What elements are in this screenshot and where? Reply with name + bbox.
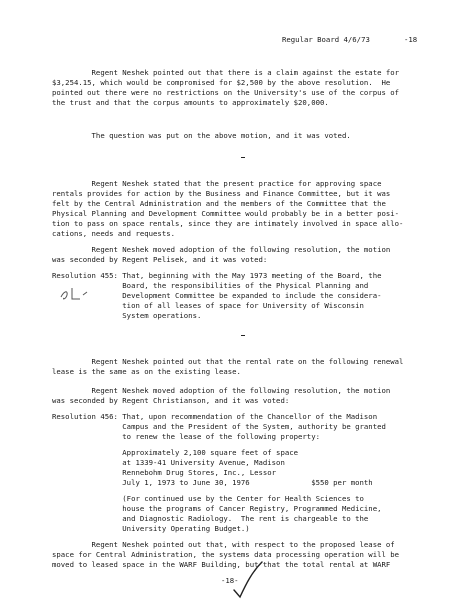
paragraph-line: cations, needs and requests.: [52, 229, 176, 238]
note-line: and Diagnostic Radiology. The rent is chargeable to the: [52, 514, 369, 523]
paragraph-line: Physical Planning and Development Committee would probably be in a better posi-: [52, 209, 400, 218]
paragraph-line: moved to leased space in the WARF Building, but that the total rental at WARF: [52, 560, 391, 569]
paragraph-line: the trust and that the corpus amounts to approximately $20,000.: [52, 98, 329, 107]
resolution-455-line: Board, the responsibilities of the Physical Planning and: [52, 281, 369, 290]
paragraph-line: was seconded by Regent Christianson, and it was voted:: [52, 396, 290, 405]
paragraph-line: lease is the same as on the existing lease.: [52, 367, 241, 376]
property-line: at 1339-41 University Avenue, Madison: [52, 458, 285, 467]
paragraph-line: felt by the Central Administration and the members of the Committee that the: [52, 199, 386, 208]
paragraph-line: Regent Neshek moved adoption of the following resolution, the motion: [52, 386, 391, 395]
property-line: Rennebohm Drug Stores, Inc., Lessor: [52, 468, 277, 477]
resolution-456-line: Campus and the President of the System, authority be granted: [52, 422, 386, 431]
paragraph-line: tion to pass on space rentals, since they are intimately involved in space allo-: [52, 219, 404, 228]
resolution-455-line: Development Committee be expanded to include the considera-: [52, 291, 382, 300]
paragraph-line: was seconded by Regent Pelisek, and it was voted:: [52, 255, 268, 264]
resolution-456-line: to renew the lease of the following property:: [52, 432, 320, 441]
footer-page-number: -18-: [221, 576, 239, 585]
paragraph-line: Regent Neshek pointed out that, with respect to the proposed lease of: [52, 540, 395, 549]
paragraph-line: The question was put on the above motion, and it was voted.: [52, 131, 351, 140]
paragraph-line: rentals provides for action by the Business and Finance Committee, but it was: [52, 189, 391, 198]
paragraph-line: Regent Neshek pointed out that there is a claim against the estate for: [52, 68, 400, 77]
handwritten-checkmark: [228, 560, 268, 604]
paragraph-line: Regent Neshek pointed out that the rental rate on the following renewal: [52, 357, 404, 366]
paragraph-line: Regent Neshek moved adoption of the following resolution, the motion: [52, 245, 391, 254]
paragraph-line: pointed out there were no restrictions on the University's use of the corpus of: [52, 88, 400, 97]
section-separator: [241, 157, 245, 158]
paragraph-line: space for Central Administration, the systems data processing operation will be: [52, 550, 400, 559]
property-line: July 1, 1973 to June 30, 1976 $550 per month: [52, 478, 373, 487]
resolution-455-line: tion of all leases of space for University of Wisconsin: [52, 301, 364, 310]
handwritten-margin-note: [58, 283, 98, 307]
paragraph-line: $3,254.15, which would be compromised for $2,500 by the above resolution. He: [52, 78, 391, 87]
resolution-455-line: Resolution 455: That, beginning with the May 1973 meeting of the Board, the: [52, 271, 382, 280]
header-page-number: -18: [404, 35, 418, 44]
section-separator: [241, 335, 245, 336]
header-title: Regular Board 4/6/73: [282, 35, 370, 44]
note-line: (For continued use by the Center for Health Sciences to: [52, 494, 364, 503]
resolution-456-line: Resolution 456: That, upon recommendation of the Chancellor of the Madison: [52, 412, 378, 421]
note-line: University Operating Budget.): [52, 524, 250, 533]
resolution-455-line: System operations.: [52, 311, 202, 320]
paragraph-line: Regent Neshek stated that the present practice for approving space: [52, 179, 382, 188]
property-line: Approximately 2,100 square feet of space: [52, 448, 299, 457]
note-line: house the programs of Cancer Registry, Programmed Medicine,: [52, 504, 382, 513]
